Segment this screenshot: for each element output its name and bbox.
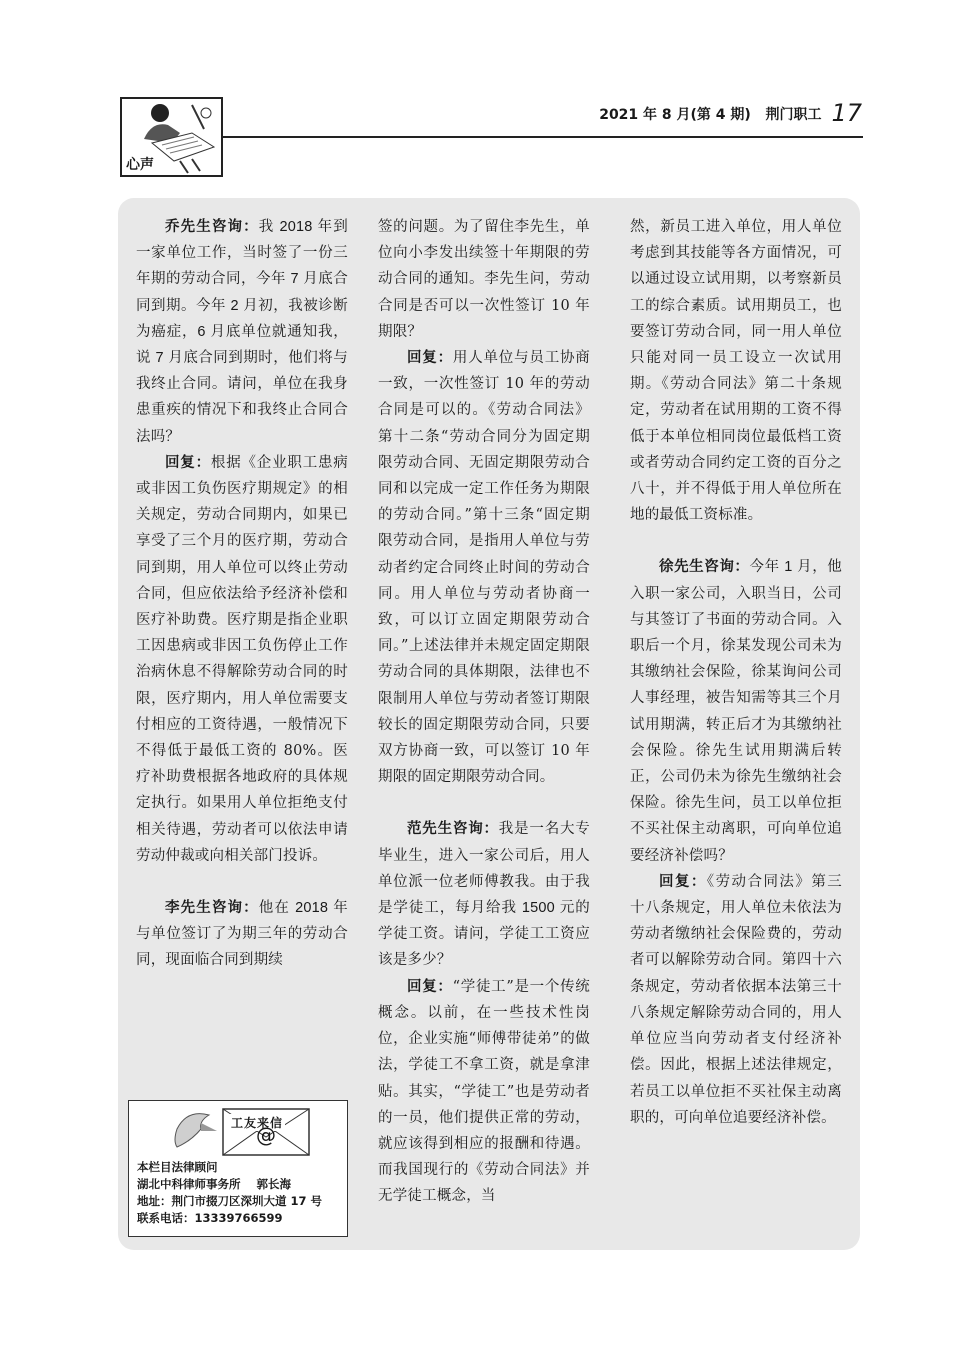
question-paragraph <box>378 816 590 973</box>
column-1 <box>136 214 348 974</box>
paragraph-text: 《劳动合同法》第三十八条规定，用人单位未依法为劳动者缴纳社会保险费的，劳动者可以解除劳动合同。第四十六条规定，劳动者依据本法第三十八条规定解除劳动合同的，用人单位应当向劳动者支付经济补偿。因此，根据上述法律规定，若员工以单位拒不买社保主动离职的，可向单位追要经济补偿。 <box>630 873 842 1126</box>
answer-lead: 回复： <box>407 350 453 367</box>
column-3 <box>630 214 842 1131</box>
paragraph-text: “学徒工”是一个传统概念。以前，在一些技术性岗位，企业实施“师傅带徒弟”的做法，学徒工不拿工资，就是拿津贴。其实，“学徒工”也是劳动者的一员，他们提供正常的劳动，就应该得到相应的报酬和待遇。而我国现行的《劳动合同法》并无学徒工概念，当 <box>378 978 590 1205</box>
page-header <box>599 96 862 130</box>
column-label: 心声 <box>124 154 156 174</box>
paragraph-text: 然，新员工进入单位，用人单位考虑到其技能等各方面情况，可以通过设立试用期，以考察新员工的综合素质。试用期员工，也要签订劳动合同，同一用人单位只能对同一员工设立一次试用期。《劳动合同法》第二十条规定，劳动者在试用期的工资不得低于本单位相同岗位最低档工资或者劳动合同约定工资的百分之八十，并不得低于用人单位所在地的最低工资标准。 <box>630 219 842 524</box>
paragraph-text: 我 2018 年到一家单位工作，当时签了一份三年期的劳动合同，今年 7 月底合同到期。今年 2 月初，我被诊断为癌症，6 月底单位就通知我，说 7 月底合同到期时，他们将与我终止合同。请问，单位在我身患重疾的情况下和我终止合同合法吗？ <box>136 219 348 445</box>
paragraph-text: 签的问题。为了留住李先生，单位向小李发出续签十年期限的劳动合同的通知。李先生问，劳动合同是否可以一次性签订 10 年期限？ <box>378 219 590 340</box>
page-number: 17 <box>831 99 862 127</box>
paragraph-text: 我是一名大专毕业生，进入一家公司后，用人单位派一位老师傅教我。由于我是学徒工，每月给我 1500 元的学徒工资。请问，学徒工工资应该是多少？ <box>378 821 590 969</box>
answer-paragraph <box>630 869 842 1131</box>
header-rule <box>223 136 863 138</box>
at-symbol: @ <box>256 1123 276 1147</box>
paragraph-text: 根据《企业职工患病或非因工负伤医疗期规定》的相关规定，劳动合同期内，如果已享受了三个月的医疗期，劳动合同到期，用人单位可以终止劳动合同，但应依法给予经济补偿和医疗补助费。医疗期是指企业职工因患病或非因工负伤停止工作治病休息不得解除劳动合同的时限，医疗期内，用人单位需要支付相应的工资待遇，一般情况下不得低于最低工资的 80%。医疗补助费根据各地政府的具体规定执行。如果用人单位拒绝支付相关待遇，劳动者可以依法申请劳动仲裁或向相关部门投诉。 <box>136 454 348 864</box>
paragraph-text: 他在 2018 年与单位签订了为期三年的劳动合同，现面临合同到期续 <box>136 900 348 969</box>
question-lead: 范先生咨询： <box>407 821 499 838</box>
paragraph-gap <box>378 790 590 816</box>
question-paragraph <box>136 895 348 974</box>
paragraph-text: 今年 1 月，他入职一家公司，入职当日，公司与其签订了书面的劳动合同。入职后一个月，徐某发现公司未为其缴纳社会保险，徐某询问公司人事经理，被告知需等其三个月试用期满，转正后才为其缴纳社会保险。徐先生试用期满后转正，公司仍未为徐先生缴纳社会保险。徐先生问，员工以单位拒不买社保主动离职，可向单位追要经济补偿吗？ <box>630 559 842 864</box>
answer-paragraph <box>378 974 590 1210</box>
column-logo <box>120 97 223 177</box>
issue-info: 2021 年 8 月(第 4 期) 荆门职工 <box>599 107 822 123</box>
column-2 <box>378 214 590 1210</box>
contact-box <box>128 1100 348 1237</box>
contact-line-3: 地址：荆门市掇刀区深圳大道 17 号 <box>137 1194 323 1208</box>
question-lead: 李先生咨询： <box>165 900 259 917</box>
answer-lead: 回复： <box>659 873 707 890</box>
envelope-title: 工友来信 <box>231 1116 284 1130</box>
paragraph-gap <box>630 528 842 554</box>
paragraph-text: 用人单位与员工协商一致，一次性签订 10 年的劳动合同是可以的。《劳动合同法》第十二条“劳动合同分为固定期限劳动合同、无固定期限劳动合同和以完成一定工作任务为期限的劳动合同。”第十三条“固定期限劳动合同，是指用人单位与劳动者约定合同终止时间的劳动合同。用人单位与劳动者协商一致，可以订立固定期限劳动合同。”上述法律并未规定固定期限劳动合同的具体期限，法律也不限制用人单位与劳动者签订期限较长的固定期限劳动合同，只要双方协商一致，可以签订 10 年期限的固定期限劳动合同。 <box>378 350 590 786</box>
question-paragraph <box>136 214 348 450</box>
contact-line-2: 湖北中科律师事务所 郭长海 <box>137 1177 292 1191</box>
paragraph-gap <box>136 869 348 895</box>
continued-paragraph <box>378 214 590 345</box>
question-lead: 乔先生咨询： <box>165 219 259 235</box>
contact-line-4: 联系电话：13339766599 <box>137 1211 283 1225</box>
question-paragraph <box>630 554 842 868</box>
continued-paragraph <box>630 214 842 528</box>
contact-line-1: 本栏目法律顾问 <box>137 1160 218 1174</box>
answer-lead: 回复： <box>407 978 453 995</box>
answer-paragraph <box>378 345 590 790</box>
question-lead: 徐先生咨询： <box>659 559 750 576</box>
answer-paragraph <box>136 450 348 869</box>
answer-lead: 回复： <box>165 454 211 471</box>
